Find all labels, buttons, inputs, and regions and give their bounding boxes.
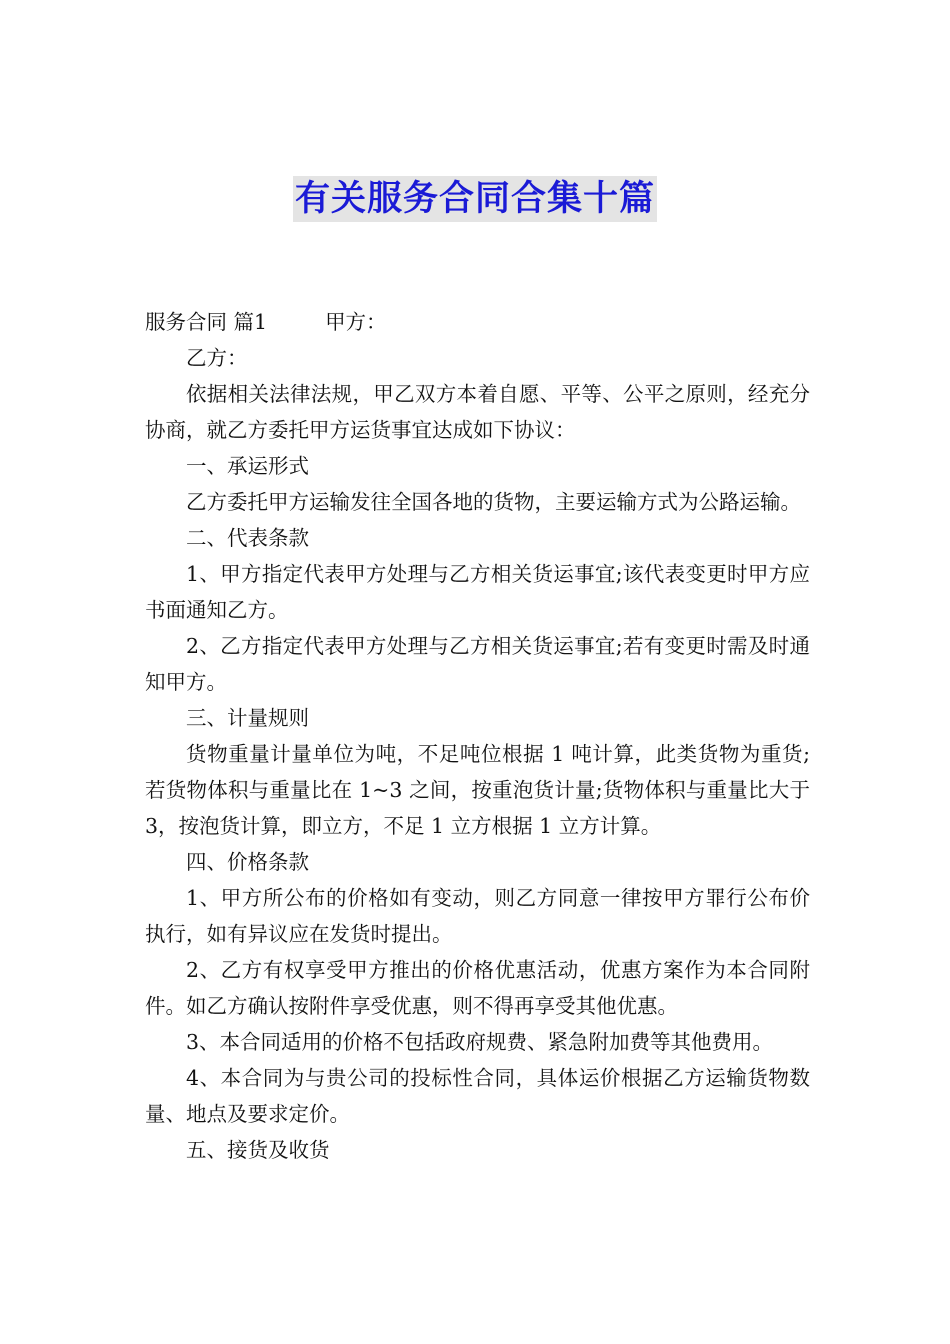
clause-paragraph: 2、乙方指定代表甲方处理与乙方相关货运事宜;若有变更时需及时通知甲方。 bbox=[145, 634, 810, 694]
title-container bbox=[0, 176, 950, 222]
clause-paragraph: 1、甲方所公布的价格如有变动，则乙方同意一律按甲方罪行公布价执行，如有异议应在发货时提出。 bbox=[145, 886, 810, 946]
clause-paragraph: 3、本合同适用的价格不包括政府规费、紧急附加费等其他费用。 bbox=[186, 1030, 774, 1054]
clause-heading-1: 一、承运形式 bbox=[186, 454, 309, 478]
section-heading-line bbox=[145, 304, 810, 340]
clause-heading-3: 三、计量规则 bbox=[186, 706, 309, 730]
clause-paragraph: 货物重量计量单位为吨，不足吨位根据 1 吨计算，此类货物为重货;若货物体积与重量比在 1~3 之间，按重泡货计量;货物体积与重量比大于 3，按泡货计算，即立方，不足 1 立方根据 1 立方计算。 bbox=[145, 742, 810, 838]
clause-paragraph: 2、乙方有权享受甲方推出的价格优惠活动，优惠方案作为本合同附件。如乙方确认按附件享受优惠，则不得再享受其他优惠。 bbox=[145, 958, 810, 1018]
party-b-label: 乙方： bbox=[186, 346, 248, 370]
clause-heading-5: 五、接货及收货 bbox=[186, 1138, 330, 1162]
preamble-paragraph: 依据相关法律法规，甲乙双方本着自愿、平等、公平之原则，经充分协商，就乙方委托甲方运货事宜达成如下协议： bbox=[145, 382, 810, 442]
party-a-label: 甲方： bbox=[325, 310, 387, 334]
clause-heading-4: 四、价格条款 bbox=[186, 850, 309, 874]
clause-paragraph: 1、甲方指定代表甲方处理与乙方相关货运事宜;该代表变更时甲方应书面通知乙方。 bbox=[145, 562, 810, 622]
clause-paragraph: 乙方委托甲方运输发往全国各地的货物，主要运输方式为公路运输。 bbox=[186, 490, 801, 514]
clause-heading-2: 二、代表条款 bbox=[186, 526, 309, 550]
document-body bbox=[145, 304, 810, 1168]
clause-paragraph: 4、本合同为与贵公司的投标性合同，具体运价根据乙方运输货物数量、地点及要求定价。 bbox=[145, 1066, 810, 1126]
section-label: 服务合同 篇1 bbox=[145, 310, 268, 334]
document-title: 有关服务合同合集十篇 bbox=[293, 176, 657, 222]
